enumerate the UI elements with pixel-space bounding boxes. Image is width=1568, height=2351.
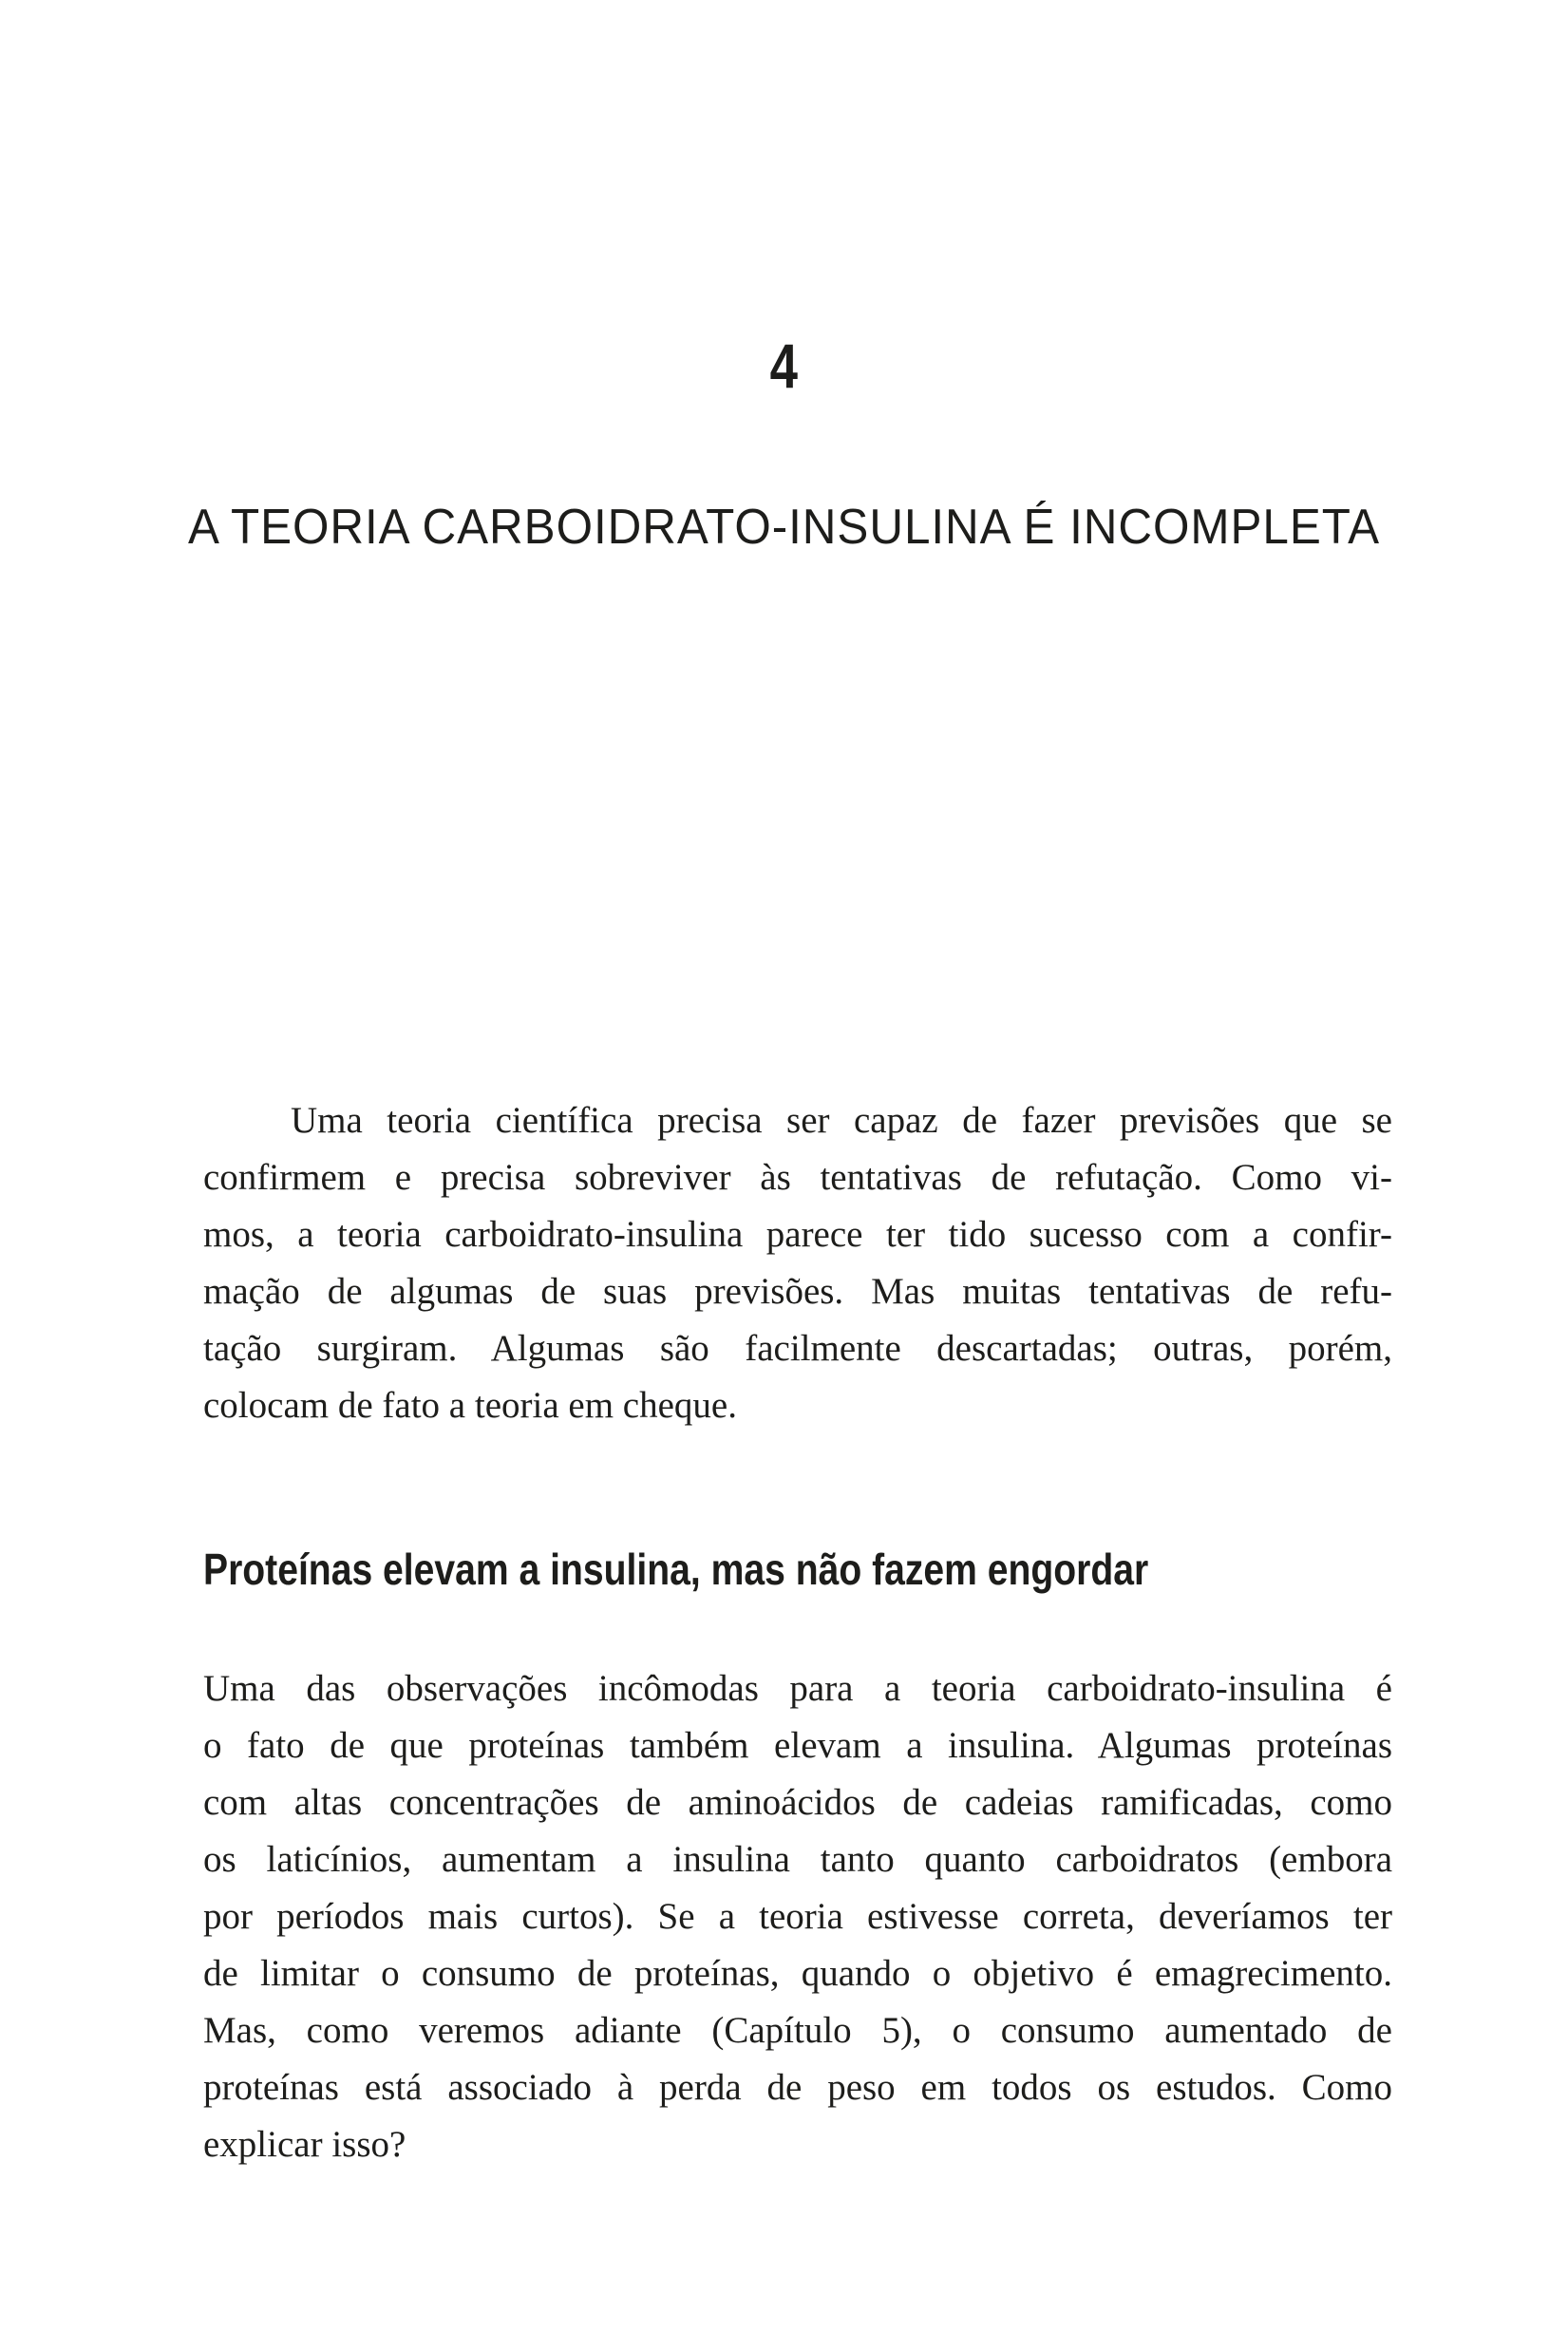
text-line: com altas concentrações de aminoácidos de cadeias ramificadas, como bbox=[203, 1782, 1392, 1823]
section-heading: Proteínas elevam a insulina, mas não fazem engordar bbox=[203, 1545, 1149, 1594]
text-line: mos, a teoria carboidrato-insulina parece ter tido sucesso com a confir- bbox=[203, 1214, 1392, 1255]
text-line: de limitar o consumo de proteínas, quando o objetivo é emagrecimento. bbox=[203, 1953, 1392, 1994]
text-line: colocam de fato a teoria em cheque. bbox=[203, 1385, 737, 1426]
paragraph-proteins bbox=[203, 1660, 1392, 2173]
paragraph-intro bbox=[203, 1092, 1392, 1434]
text-line: Mas, como veremos adiante (Capítulo 5), o consumo aumentado de bbox=[203, 2010, 1392, 2051]
text-line: tação surgiram. Algumas são facilmente descartadas; outras, porém, bbox=[203, 1328, 1392, 1369]
text-line: explicar isso? bbox=[203, 2124, 406, 2165]
chapter-number-text: 4 bbox=[769, 331, 799, 401]
text-line: mação de algumas de suas previsões. Mas muitas tentativas de refu- bbox=[203, 1271, 1392, 1312]
chapter-title-text: A TEORIA CARBOIDRATO-INSULINA É INCOMPLETA bbox=[187, 500, 1381, 555]
text-line: por períodos mais curtos). Se a teoria estivesse correta, deveríamos ter bbox=[203, 1896, 1392, 1937]
text-line: os laticínios, aumentam a insulina tanto quanto carboidratos (embora bbox=[203, 1839, 1392, 1880]
text-line: proteínas está associado à perda de peso em todos os estudos. Como bbox=[203, 2067, 1392, 2108]
chapter-number bbox=[0, 331, 1568, 401]
text-line: confirmem e precisa sobreviver às tentativas de refutação. Como vi- bbox=[203, 1157, 1392, 1198]
text-line: o fato de que proteínas também elevam a insulina. Algumas proteínas bbox=[203, 1725, 1392, 1766]
text-line: Uma das observações incômodas para a teoria carboidrato-insulina é bbox=[203, 1668, 1392, 1709]
text-line: Uma teoria científica precisa ser capaz de fazer previsões que se bbox=[291, 1100, 1392, 1141]
chapter-title bbox=[0, 499, 1568, 556]
